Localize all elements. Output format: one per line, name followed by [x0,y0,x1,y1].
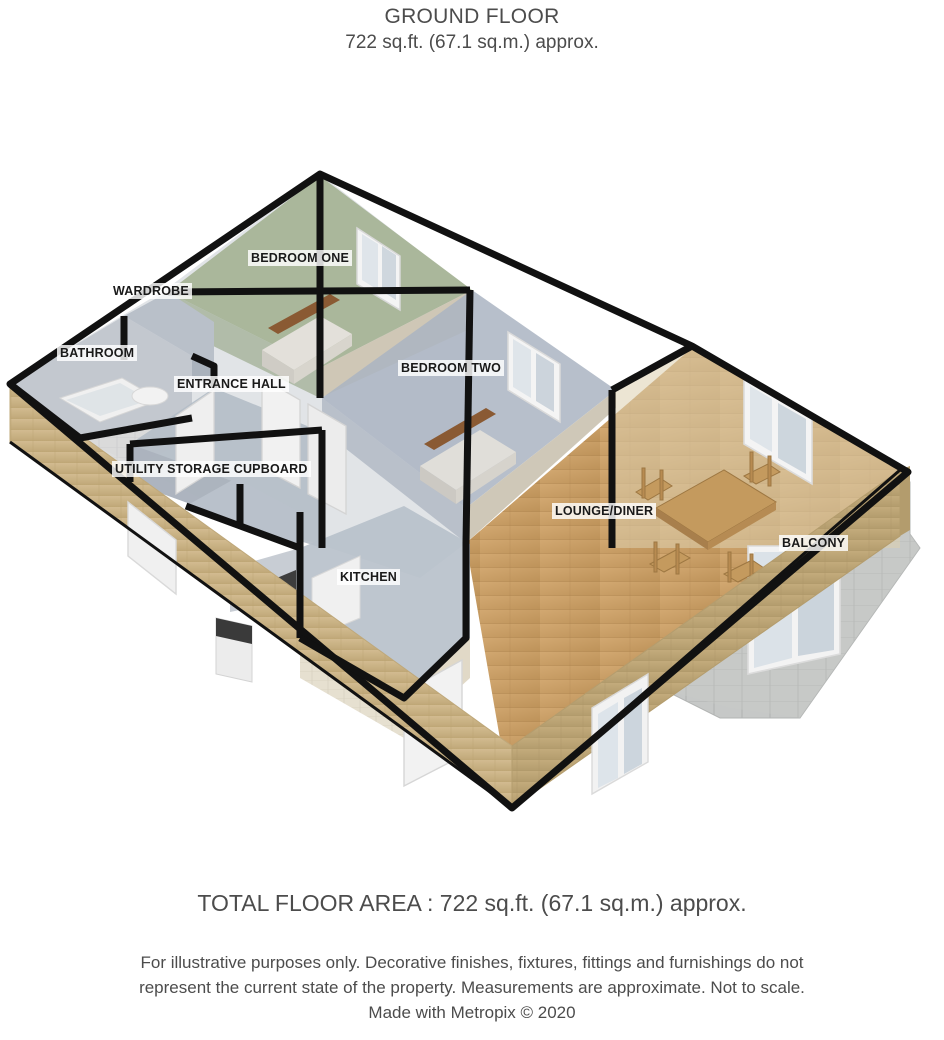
metropix-credit: Made with Metropix © 2020 [368,1003,576,1022]
floor-title: GROUND FLOOR [384,5,560,28]
disclaimer-line-2: represent the current state of the property. Measurements are approximate. Not to scale. [139,978,805,997]
room-label-lounge-diner: LOUNGE/DINER [552,503,656,519]
room-label-utility-storage-cupboard: UTILITY STORAGE CUPBOARD [112,461,311,477]
room-label-bedroom-one: BEDROOM ONE [248,250,352,266]
floorplan-illustration [0,78,944,858]
disclaimer-line-1: For illustrative purposes only. Decorative finishes, fixtures, fittings and furnishings do not [140,953,804,972]
floor-area: 722 sq.ft. (67.1 sq.m.) approx. [345,32,599,53]
room-label-wardrobe: WARDROBE [110,283,192,299]
room-label-balcony: BALCONY [779,535,848,551]
disclaimer-block [0,950,944,1025]
room-label-bathroom: BATHROOM [57,345,137,361]
plan-header [0,4,944,56]
total-floor-area: TOTAL FLOOR AREA : 722 sq.ft. (67.1 sq.m.) approx. [197,890,747,916]
room-label-kitchen: KITCHEN [337,569,400,585]
room-label-entrance-hall: ENTRANCE HALL [174,376,289,392]
room-label-bedroom-two: BEDROOM TWO [398,360,504,376]
